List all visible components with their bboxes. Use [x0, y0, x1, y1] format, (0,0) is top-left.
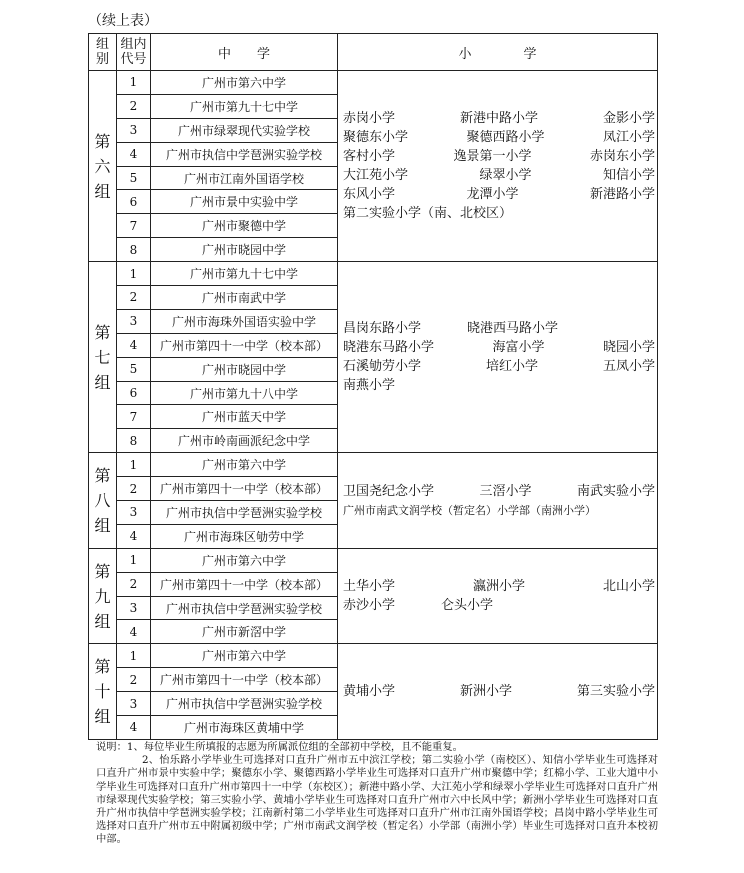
middle-school-name: 广州市晓园中学	[151, 238, 338, 262]
primary-schools	[338, 71, 658, 262]
continuation-label: （续上表）	[88, 13, 158, 29]
primary-line	[343, 204, 655, 223]
school-code: 4	[117, 716, 151, 740]
school-code: 3	[117, 118, 151, 142]
middle-school-name: 广州市第六中学	[151, 644, 338, 668]
primary-school-name: 土华小学	[343, 579, 396, 595]
primary-school-name: 赤岗小学	[343, 111, 396, 127]
primary-school-name: 新港路小学	[589, 187, 655, 203]
middle-school-name: 广州市第九十七中学	[151, 94, 338, 118]
school-code: 1	[117, 548, 151, 572]
school-code: 1	[117, 262, 151, 286]
primary-line	[343, 682, 655, 701]
school-code: 4	[117, 620, 151, 644]
middle-school-name: 广州市海珠区劬劳中学	[151, 524, 338, 548]
middle-school-name: 广州市第四十一中学（校本部）	[151, 668, 338, 692]
middle-school-name: 广州市晓园中学	[151, 357, 338, 381]
school-code: 1	[117, 453, 151, 477]
middle-school-name: 广州市第四十一中学（校本部）	[151, 333, 338, 357]
header-middle: 中 学	[151, 34, 338, 71]
primary-school-name: 逸景第一小学	[453, 149, 532, 165]
school-code: 6	[117, 381, 151, 405]
primary-line	[343, 319, 655, 338]
group-label: 第 八 组	[89, 453, 117, 549]
school-code: 2	[117, 286, 151, 310]
primary-line	[343, 501, 655, 520]
primary-school-name: 赤岗东小学	[589, 149, 655, 165]
primary-school-name: 黄埔小学	[343, 684, 396, 700]
school-code: 4	[117, 142, 151, 166]
primary-school-name: 海富小学	[492, 340, 545, 356]
primary-school-name: 大江苑小学	[343, 168, 409, 184]
middle-school-name: 广州市执信中学琶洲实验学校	[151, 142, 338, 166]
primary-line	[343, 185, 655, 204]
note-2: 2、怡乐路小学毕业生可选择对口直升广州市五中滨江学校；第二实验小学（南校区）、知信小学毕业生可选择对口直升广州市景中实验中学；聚德东小学、聚德西路小学毕业生可选择对口直升广州市聚德中学；红棉小学、工业大道中小学毕业生可选择对口直升广州市第四十一中学（东校区）；新港中路小学、大江苑小学和绿翠小学毕业生可选择对口直升广州市绿翠现代实验学校；第三实验小学、黄埔小学毕业生可选择对口直升广州市六中长风中学；新洲小学毕业生可选择对口直升广州市执信中学琶洲实验学校；江南新村第二小学毕业生可选择对口直升广州市江南外国语学校；昌岗中路小学毕业生可选择对口直升广州市五中附属初级中学；广州市南武文润学校（暂定名）小学部（南洲小学）毕业生可选择对口直升本校初中部。	[96, 754, 658, 846]
primary-school-name: 新港中路小学	[459, 111, 538, 127]
table-row	[89, 262, 658, 286]
middle-school-name: 广州市绿翠现代实验学校	[151, 118, 338, 142]
school-code: 4	[117, 333, 151, 357]
primary-school-name: 晓港东马路小学	[343, 340, 435, 356]
primary-school-name: 第三实验小学	[576, 684, 655, 700]
middle-school-name: 广州市海珠外国语实验中学	[151, 309, 338, 333]
school-code: 8	[117, 429, 151, 453]
primary-school-name: 凤江小学	[602, 130, 655, 146]
middle-school-name: 广州市第六中学	[151, 453, 338, 477]
primary-school-name: 昌岗东路小学	[343, 321, 422, 337]
primary-line	[343, 357, 655, 376]
middle-school-name: 广州市南武中学	[151, 286, 338, 310]
school-code: 2	[117, 477, 151, 501]
school-code: 5	[117, 166, 151, 190]
primary-school-name: 三滘小学	[479, 483, 532, 499]
primary-school-name: 培红小学	[485, 359, 538, 375]
primary-line	[343, 577, 655, 596]
primary-schools	[338, 262, 658, 453]
middle-school-name: 广州市第六中学	[151, 71, 338, 95]
primary-line	[343, 128, 655, 147]
school-code: 6	[117, 190, 151, 214]
middle-school-name: 广州市第九十八中学	[151, 381, 338, 405]
table-row	[89, 644, 658, 668]
notes	[96, 741, 658, 847]
primary-school-name: 卫国尧纪念小学	[343, 483, 435, 499]
primary-school-name: 晓港西马路小学	[467, 321, 559, 337]
primary-school-name: 南武实验小学	[576, 483, 655, 499]
middle-school-name: 广州市执信中学琶洲实验学校	[151, 501, 338, 525]
primary-school-name: 客村小学	[343, 149, 396, 165]
school-code: 1	[117, 644, 151, 668]
school-code: 3	[117, 501, 151, 525]
header-primary: 小 学	[338, 34, 658, 71]
primary-school-name: 知信小学	[602, 168, 655, 184]
group-label: 第 九 组	[89, 548, 117, 644]
note-1: 说明：1、每位毕业生所填报的志愿为所属派位组的全部初中学校，且不能重复。	[96, 741, 463, 753]
school-code: 5	[117, 357, 151, 381]
group-label: 第 六 组	[89, 71, 117, 262]
primary-schools	[338, 644, 658, 740]
middle-school-name: 广州市聚德中学	[151, 214, 338, 238]
primary-schools	[338, 453, 658, 549]
school-code: 7	[117, 214, 151, 238]
primary-school-name: 龙潭小学	[466, 187, 519, 203]
primary-line	[343, 166, 655, 185]
primary-school-name: 广州市南武文润学校（暂定名）小学部（南洲小学）	[343, 503, 596, 517]
primary-school-name: 南燕小学	[343, 378, 396, 394]
primary-school-name: 聚德西路小学	[466, 130, 545, 146]
middle-school-name: 广州市第九十七中学	[151, 262, 338, 286]
allocation-table	[88, 33, 658, 740]
school-code: 4	[117, 524, 151, 548]
primary-school-name: 金影小学	[602, 111, 655, 127]
primary-line	[343, 338, 655, 357]
primary-school-name: 仑头小学	[441, 598, 494, 614]
primary-school-name: 新洲小学	[459, 684, 512, 700]
school-code: 2	[117, 94, 151, 118]
middle-school-name: 广州市第四十一中学（校本部）	[151, 572, 338, 596]
table-row	[89, 453, 658, 477]
middle-school-name: 广州市新滘中学	[151, 620, 338, 644]
school-code: 3	[117, 692, 151, 716]
middle-school-name: 广州市蓝天中学	[151, 405, 338, 429]
school-code: 1	[117, 71, 151, 95]
primary-school-name: 北山小学	[602, 579, 655, 595]
middle-school-name: 广州市景中实验中学	[151, 190, 338, 214]
primary-line	[343, 482, 655, 501]
school-code: 8	[117, 238, 151, 262]
table-row	[89, 71, 658, 95]
middle-school-name: 广州市海珠区黄埔中学	[151, 716, 338, 740]
group-label: 第 十 组	[89, 644, 117, 740]
primary-school-name: 晓园小学	[602, 340, 655, 356]
middle-school-name: 广州市执信中学琶洲实验学校	[151, 596, 338, 620]
middle-school-name: 广州市第六中学	[151, 548, 338, 572]
primary-school-name: 五凤小学	[602, 359, 655, 375]
primary-school-name: 东风小学	[343, 187, 396, 203]
primary-line	[343, 376, 655, 395]
primary-school-name: 第二实验小学（南、北校区）	[343, 206, 513, 222]
primary-line	[343, 596, 655, 615]
header-code: 组内 代号	[117, 34, 151, 71]
school-code: 3	[117, 596, 151, 620]
group-label: 第 七 组	[89, 262, 117, 453]
header-row	[89, 34, 658, 71]
primary-school-name: 聚德东小学	[343, 130, 409, 146]
middle-school-name: 广州市江南外国语学校	[151, 166, 338, 190]
middle-school-name: 广州市执信中学琶洲实验学校	[151, 692, 338, 716]
primary-school-name: 赤沙小学	[343, 598, 396, 614]
school-code: 3	[117, 309, 151, 333]
primary-school-name: 石溪劬劳小学	[343, 359, 422, 375]
school-code: 7	[117, 405, 151, 429]
school-code: 2	[117, 668, 151, 692]
primary-school-name: 绿翠小学	[479, 168, 532, 184]
middle-school-name: 广州市岭南画派纪念中学	[151, 429, 338, 453]
table-row	[89, 548, 658, 572]
primary-schools	[338, 548, 658, 644]
primary-line	[343, 147, 655, 166]
primary-school-name: 瀛洲小学	[472, 579, 525, 595]
school-code: 2	[117, 572, 151, 596]
middle-school-name: 广州市第四十一中学（校本部）	[151, 477, 338, 501]
primary-line	[343, 109, 655, 128]
header-group: 组 别	[89, 34, 117, 71]
